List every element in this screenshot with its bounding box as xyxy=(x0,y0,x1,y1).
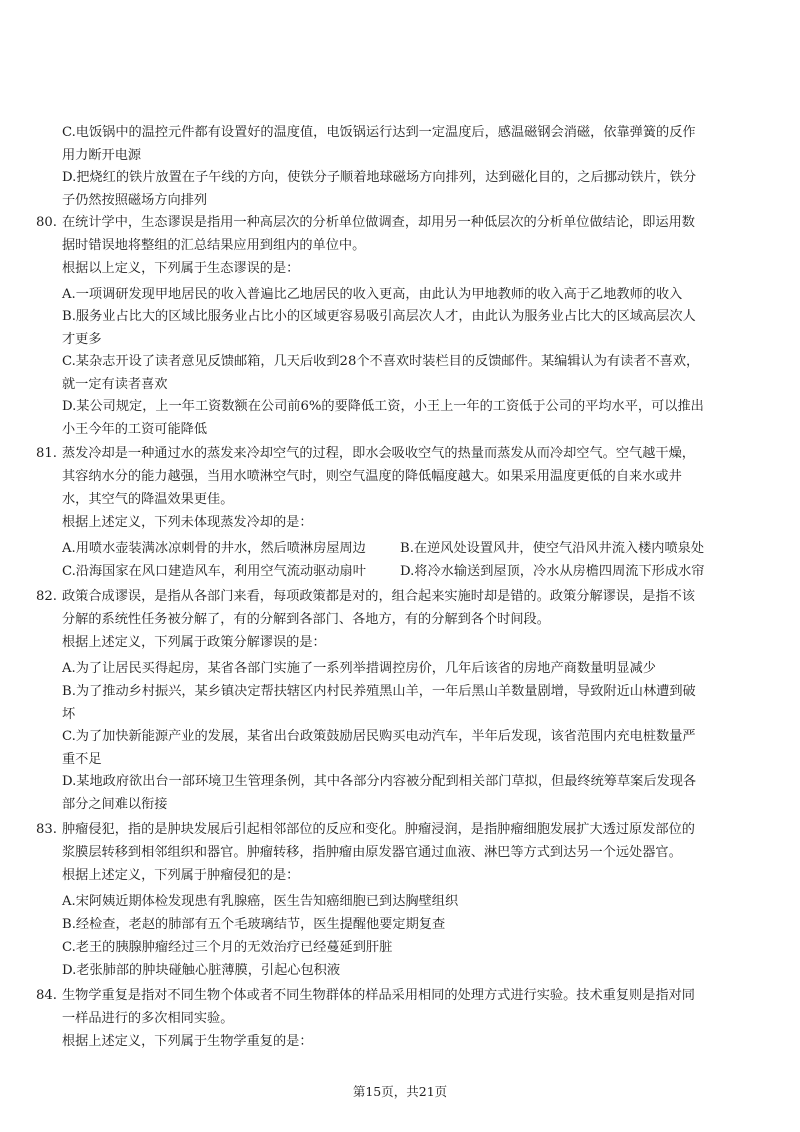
option-a: A.用喷水壶装满冰凉刺骨的井水，然后喷淋房屋周边 xyxy=(62,541,366,556)
option-c: C.沿海国家在风口建造风车，利用空气流动驱动扇叶 xyxy=(62,564,366,579)
definition-line-2: 据时错误地将整组的汇总结果应用到组内的单位中。 xyxy=(62,238,366,253)
definition-line-3: 水，其空气的降温效果更佳。 xyxy=(62,492,234,507)
option-b: B.经检查，老赵的肺部有五个毛玻璃结节，医生提醒他要定期复查 xyxy=(62,917,446,932)
option-d-line-1: D.某公司规定，上一年工资数额在公司前6%的要降低工资，小王上一年的工资低于公司的平均水平，可以推出 xyxy=(62,399,704,414)
option-d-line-2: 小王今年的工资可能降低 xyxy=(62,422,208,437)
question-number: 84. xyxy=(36,988,57,1003)
option-b-line-1: B.服务业占比大的区域比服务业占比小的区域更容易吸引高层次人才，由此认为服务业占比大的区域高层次人 xyxy=(62,309,696,324)
definition-line-2: 分解的系统性任务被分解了，有的分解到各部门、各地方，有的分解到各个时间段。 xyxy=(62,612,550,627)
question-prompt: 根据上述定义，下列属于生物学重复的是： xyxy=(62,1034,313,1049)
definition-line-1: 肿瘤侵犯，指的是肿块发展后引起相邻部位的反应和变化。肿瘤浸润，是指肿瘤细胞发展扩大透过原发部位的 xyxy=(62,822,695,837)
definition-line-2: 浆膜层转移到相邻组织和器官。肿瘤转移，指肿瘤由原发器官通过血液、淋巴等方式到达另一个远处器官。 xyxy=(62,845,682,860)
option-a: A.一项调研发现甲地居民的收入普遍比乙地居民的收入更高，由此认为甲地教师的收入高于乙地教师的收入 xyxy=(62,287,683,302)
option-c-line-1: C.为了加快新能源产业的发展，某省出台政策鼓励居民购买电动汽车，半年后发现，该省范围内充电桩数量严 xyxy=(62,729,696,744)
question-prompt: 根据上述定义，下列属于肿瘤侵犯的是： xyxy=(62,868,300,883)
option-c-line-2: 就一定有读者喜欢 xyxy=(62,377,168,392)
option-d: D.将冷水输送到屋顶，冷水从房檐四周流下形成水帘 xyxy=(400,564,705,579)
question-number: 83. xyxy=(36,822,57,837)
option-c-line-1: C.某杂志开设了读者意见反馈邮箱，几天后收到28个不喜欢时装栏目的反馈邮件。某编辑认为有读者不喜欢， xyxy=(62,354,700,369)
question-number: 82. xyxy=(36,589,57,604)
definition-line-1: 生物学重复是指对不同生物个体或者不同生物群体的样品采用相同的处理方式进行实验。技术重复则是指对同 xyxy=(62,988,695,1003)
option-c: C.老王的胰腺肿瘤经过三个月的无效治疗已经蔓延到肝脏 xyxy=(62,940,393,955)
option-b-line-2: 坏 xyxy=(62,707,76,722)
option-b: B.在逆风处设置风井，使空气沿风井流入楼内喷泉处 xyxy=(400,541,705,556)
question-number: 80. xyxy=(36,215,57,230)
option-d-line-1: D.某地政府欲出台一部环境卫生管理条例，其中各部分内容被分配到相关部门草拟，但最终统筹草案后发现各 xyxy=(62,774,697,789)
question-number: 81. xyxy=(36,446,57,461)
question-prompt: 根据以上定义，下列属于生态谬误的是： xyxy=(62,261,300,276)
option-b-line-2: 才更多 xyxy=(62,332,102,347)
option-c-line-2: 用力断开电源 xyxy=(62,148,142,163)
definition-line-2: 其容纳水分的能力越强，当用水喷淋空气时，则空气温度的降低幅度越大。如果采用温度更低的自来水或井 xyxy=(62,469,682,484)
option-c-line-2: 重不足 xyxy=(62,752,102,767)
question-prompt: 根据上述定义，下列未体现蒸发冷却的是： xyxy=(62,515,313,530)
option-c-line-1: C.电饭锅中的温控元件都有设置好的温度值，电饭锅运行达到一定温度后，感温磁钢会消磁，依靠弹簧的反作 xyxy=(62,125,696,140)
option-d-line-1: D.把烧红的铁片放置在子午线的方向，使铁分子顺着地球磁场方向排列，达到磁化目的，之后挪动铁片，铁分 xyxy=(62,170,697,185)
option-d-line-2: 子仍然按照磁场方向排列 xyxy=(62,193,208,208)
question-prompt: 根据上述定义，下列属于政策分解谬误的是： xyxy=(62,635,326,650)
option-a: A.为了让居民买得起房，某省各部门实施了一系列举措调控房价，几年后该省的房地产商数量明显减少 xyxy=(62,661,656,676)
definition-line-2: 一样品进行的多次相同实验。 xyxy=(62,1011,234,1026)
option-d: D.老张肺部的肿块碰触心脏薄膜，引起心包积液 xyxy=(62,963,341,978)
definition-line-1: 在统计学中，生态谬误是指用一种高层次的分析单位做调查，却用另一种低层次的分析单位做结论，即运用数 xyxy=(62,215,695,230)
option-b-line-1: B.为了推动乡村振兴，某乡镇决定帮扶辖区内村民养殖黑山羊，一年后黑山羊数量剧增，导致附近山林遭到破 xyxy=(62,684,696,699)
option-d-line-2: 部分之间难以衔接 xyxy=(62,797,168,812)
definition-line-1: 蒸发冷却是一种通过水的蒸发来冷却空气的过程，即水会吸收空气的热量而蒸发从而冷却空气。空气越干燥， xyxy=(62,446,695,461)
page-footer: 第15页，共21页 xyxy=(352,1084,448,1099)
option-a: A.宋阿姨近期体检发现患有乳腺癌，医生告知癌细胞已到达胸壁组织 xyxy=(62,894,459,909)
definition-line-1: 政策合成谬误，是指从各部门来看，每项政策都是对的，组合起来实施时却是错的。政策分解谬误，是指不该 xyxy=(62,589,695,604)
